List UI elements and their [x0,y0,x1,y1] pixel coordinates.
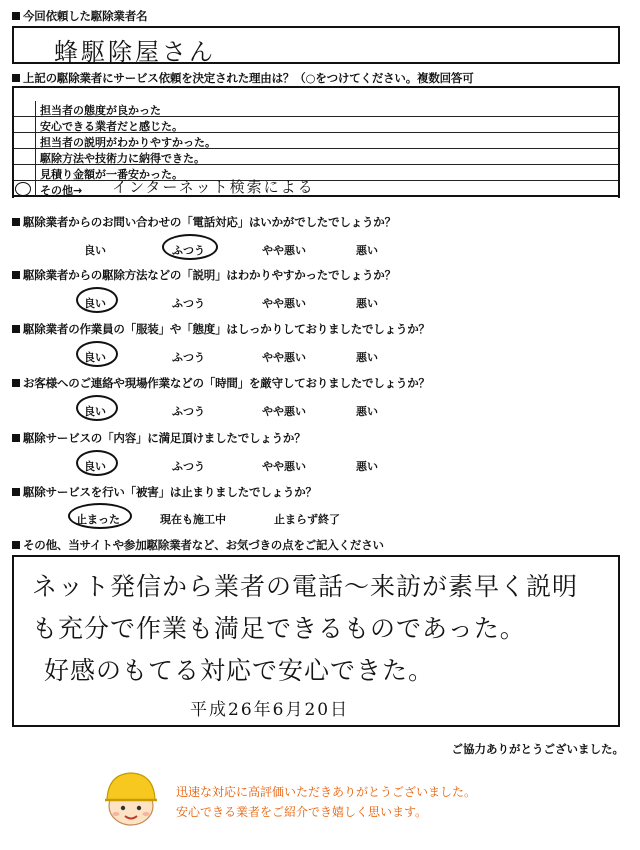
option-bad[interactable]: 悪い [356,351,378,364]
option-bad[interactable]: 悪い [356,244,378,257]
option-somewhat-bad[interactable]: やや悪い [262,460,306,473]
reason-row[interactable] [12,101,618,117]
reason-row-other[interactable] [12,178,618,197]
option-somewhat-bad[interactable]: やや悪い [262,405,306,418]
reason-label: 担当者の説明がわかりやすかった。 [40,136,216,149]
option-not-stopped[interactable]: 止まらず終了 [274,513,340,526]
option-somewhat-bad[interactable]: やや悪い [262,297,306,310]
section-heading-damage [12,484,317,500]
option-somewhat-bad[interactable]: やや悪い [262,244,306,257]
divider [12,86,14,198]
comments-box[interactable] [12,555,620,727]
option-good[interactable]: 良い [84,405,106,418]
square-bullet-icon [12,271,20,279]
staff-note-line: 迅速な対応に高評価いただきありがとうございました。 [176,785,477,799]
reason-row[interactable] [12,117,618,133]
selection-circle-icon [76,395,118,421]
divider [12,86,618,88]
divider [618,86,620,198]
reason-label: 見積り金額が一番安かった。 [40,168,183,181]
selection-circle-icon [68,503,132,529]
heading-text: 駆除サービスを行い「被害」は止まりましたでしょうか？ [23,485,317,499]
staff-note-line: 安心できる業者をご紹介でき嬉しく思います。 [176,805,428,819]
heading-text: その他、当サイトや参加駆除業者など、お気づきの点をご記入ください [23,538,384,552]
square-bullet-icon [12,218,20,226]
selection-circle-icon [76,341,118,367]
reason-checkbox[interactable] [12,117,36,132]
heading-text: 駆除業者からの駆除方法などの「説明」はわかりやすかったでしょうか？ [23,268,396,282]
heading-text: 駆除サービスの「内容」に満足頂けましたでしょうか？ [23,431,306,445]
company-name-answer: 蜂駆除屋さん [54,38,216,66]
other-reason-answer: インターネット検索による [112,178,315,196]
square-bullet-icon [12,541,20,549]
reason-checkbox[interactable] [12,165,36,180]
option-normal[interactable]: ふつう [172,460,205,473]
heading-text: お客様へのご連絡や現場作業などの「時間」を厳守しておりましたでしょうか？ [23,376,430,390]
reason-checkbox[interactable] [12,101,36,116]
selection-circle-icon [76,287,118,313]
section-heading-time [12,375,430,391]
heading-text: 今回依頼した駆除業者名 [23,9,148,23]
section-heading-company [12,8,147,24]
comment-line: 好感のもてる対応で安心できた。 [44,656,435,685]
reason-label: その他→ [40,184,83,197]
company-name-box[interactable] [12,26,620,64]
selection-circle-icon [162,234,218,260]
reason-checkbox[interactable] [12,149,36,164]
heading-text: 上記の駆除業者にサービス依頼を決定された理由は？（○をつけてください。複数回答可 [23,71,474,85]
comment-line: ネット発信から業者の電話〜来訪が素早く説明 [32,572,579,601]
heading-text: 駆除業者からのお問い合わせの「電話対応」はいかがでしたでしょうか？ [23,215,396,229]
option-normal[interactable]: ふつう [172,405,205,418]
option-good[interactable]: 良い [84,244,106,257]
option-good[interactable]: 良い [84,351,106,364]
section-heading-comments [12,537,384,553]
option-stopped[interactable]: 止まった [76,513,120,526]
square-bullet-icon [12,488,20,496]
section-heading-content [12,430,306,446]
option-bad[interactable]: 悪い [356,297,378,310]
square-bullet-icon [12,12,20,20]
reason-label: 駆除方法や技術力に納得できた。 [40,152,205,165]
option-good[interactable]: 良い [84,297,106,310]
option-good[interactable]: 良い [84,460,106,473]
heading-text: 駆除業者の作業員の「服装」や「態度」はしっかりしておりましたでしょうか？ [23,322,430,336]
reason-row[interactable] [12,133,618,149]
section-heading-phone [12,214,396,230]
staff-avatar-icon [100,766,162,828]
square-bullet-icon [12,325,20,333]
reason-label: 担当者の態度が良かった [40,104,161,117]
reason-checkbox-checked[interactable] [12,181,36,196]
option-normal[interactable]: ふつう [172,297,205,310]
circle-mark-icon [15,182,31,196]
option-normal[interactable]: ふつう [172,244,205,257]
section-heading-attire [12,321,430,337]
reason-row[interactable] [12,149,618,165]
section-heading-reason [12,70,474,86]
thanks-text: ご協力ありがとうございました。 [451,742,624,756]
section-heading-explanation [12,267,396,283]
reason-checkbox[interactable] [12,133,36,148]
reason-row[interactable] [12,165,618,181]
reason-label: 安心できる業者だと感じた。 [40,120,183,133]
comment-date: 平成26年6月20日 [190,700,350,720]
selection-circle-icon [76,450,118,476]
option-somewhat-bad[interactable]: やや悪い [262,351,306,364]
square-bullet-icon [12,434,20,442]
option-in-progress[interactable]: 現在も施工中 [160,513,226,526]
comment-line: も充分で作業も満足できるものであった。 [32,614,526,643]
option-bad[interactable]: 悪い [356,460,378,473]
option-normal[interactable]: ふつう [172,351,205,364]
square-bullet-icon [12,74,20,82]
square-bullet-icon [12,379,20,387]
option-bad[interactable]: 悪い [356,405,378,418]
